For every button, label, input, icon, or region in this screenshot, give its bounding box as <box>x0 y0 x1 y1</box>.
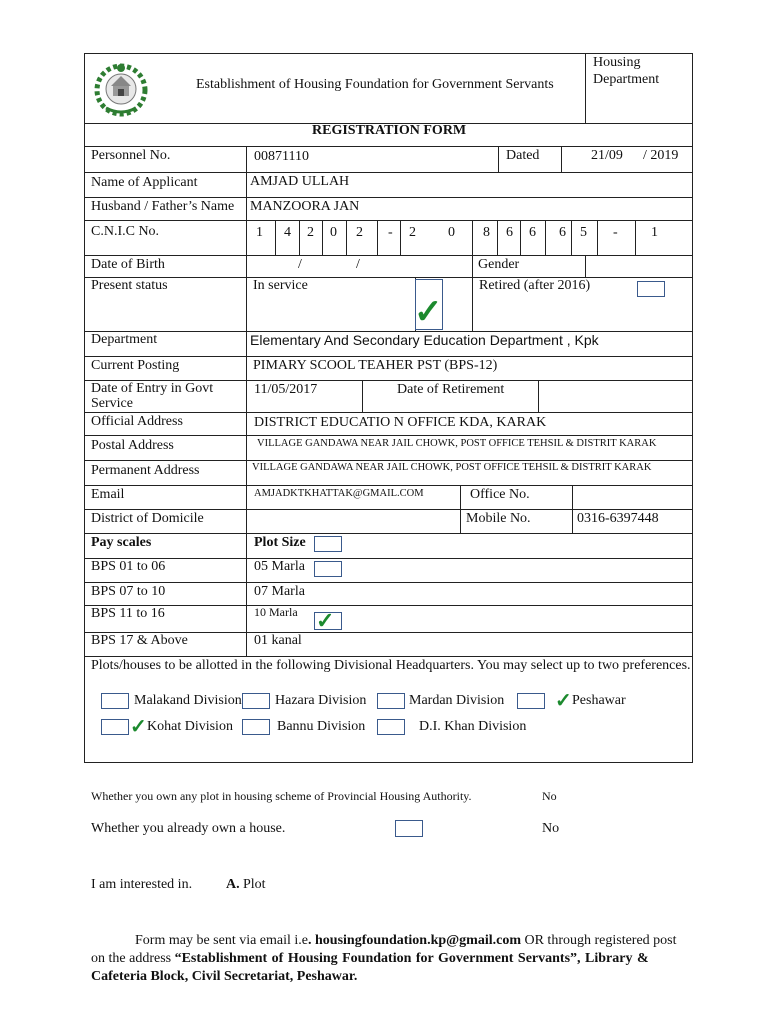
in-service-label: In service <box>253 278 308 293</box>
cnic-digit[interactable]: 1 <box>651 225 658 240</box>
bannu-checkbox[interactable] <box>242 719 270 735</box>
cnic-digit[interactable]: 2 <box>307 225 314 240</box>
label-domicile: District of Domicile <box>91 511 204 526</box>
mardan-label: Mardan Division <box>409 693 505 708</box>
label-name: Name of Applicant <box>91 175 198 190</box>
footer-text: Form may be sent via email i.e <box>135 933 309 948</box>
plot-size-option: 01 kanal <box>254 633 302 648</box>
question-house-answer[interactable]: No <box>542 821 560 836</box>
footer-line-1 <box>135 933 677 949</box>
mardan-checkbox[interactable] <box>377 693 405 709</box>
label-dated: Dated <box>506 148 540 163</box>
label-department: Department <box>91 332 158 347</box>
label-gender: Gender <box>478 257 520 272</box>
name-value[interactable]: AMJAD ULLAH <box>250 174 350 189</box>
cnic-digit[interactable]: 0 <box>330 225 337 240</box>
kohat-checkbox[interactable] <box>101 719 129 735</box>
label-current-posting: Current Posting <box>91 358 180 373</box>
dob-slash[interactable]: / <box>356 257 360 272</box>
mobile-no-value[interactable]: 0316-6397448 <box>577 511 659 526</box>
interest-value[interactable]: Plot <box>243 877 266 892</box>
form-title: REGISTRATION FORM <box>312 123 467 138</box>
pay-scale-label: BPS 07 to 10 <box>91 584 166 599</box>
label-present-status: Present status <box>91 278 168 293</box>
label-date-entry: Date of Entry in Govt Service <box>91 381 214 411</box>
retired-label: Retired (after 2016) <box>479 278 591 293</box>
current-posting-value[interactable]: PIMARY SCOOL TEAHER PST (BPS-12) <box>253 358 498 373</box>
pay-scale-label: BPS 17 & Above <box>91 633 188 648</box>
cnic-digit[interactable]: - <box>613 225 618 240</box>
label-plot-size: Plot Size <box>254 535 306 550</box>
label-mobile-no: Mobile No. <box>466 511 531 526</box>
label-permanent-address: Permanent Address <box>91 463 200 478</box>
label-father: Husband / Father’s Name <box>91 199 235 214</box>
footer-address: “Establishment of Housing Foundation for Government Servants”, Library & <box>174 951 649 966</box>
header-department: Housing Department <box>593 55 660 87</box>
plot-size-option: 10 Marla <box>254 605 298 619</box>
house-checkbox[interactable] <box>395 820 423 837</box>
pay-scale-label: BPS 11 to 16 <box>91 606 165 621</box>
hazara-label: Hazara Division <box>275 693 367 708</box>
retired-checkbox[interactable] <box>637 281 665 297</box>
check-icon: ✓ <box>414 294 443 331</box>
cnic-digit[interactable]: 0 <box>448 225 455 240</box>
footer-line-2 <box>91 951 678 967</box>
personnel-no-value[interactable]: 00871110 <box>254 149 309 164</box>
cnic-digit[interactable]: 6 <box>559 225 566 240</box>
date-entry-value[interactable]: 11/05/2017 <box>254 382 318 397</box>
plot-size-checkbox[interactable] <box>314 536 342 552</box>
plot-size-option: 07 Marla <box>254 584 305 599</box>
dikhan-label: D.I. Khan Division <box>419 719 527 734</box>
cnic-digit[interactable]: 2 <box>356 225 363 240</box>
cnic-digit[interactable]: - <box>388 225 393 240</box>
malakand-checkbox[interactable] <box>101 693 129 709</box>
plot-size-checkbox[interactable] <box>314 561 342 577</box>
footer-email-link[interactable]: . housingfoundation.kp@gmail.com <box>308 933 521 948</box>
cnic-digit[interactable]: 2 <box>409 225 416 240</box>
dikhan-checkbox[interactable] <box>377 719 405 735</box>
header-title: Establishment of Housing Foundation for Government Servants <box>196 77 554 92</box>
label-date-retirement: Date of Retirement <box>397 382 505 397</box>
email-value[interactable]: AMJADKTKHATTAK@GMAIL.COM <box>254 488 424 499</box>
peshawar-checkbox[interactable] <box>517 693 545 709</box>
kohat-label: Kohat Division <box>147 719 233 734</box>
footer-address-line: Cafeteria Block, Civil Secretariat, Peshawar. <box>91 969 358 984</box>
footer-text: OR through registered post <box>520 933 677 948</box>
label-postal-address: Postal Address <box>91 438 174 453</box>
peshawar-label: Peshawar <box>572 693 626 708</box>
dated-day-month[interactable]: 21/09 <box>591 148 623 163</box>
dated-year[interactable]: / 2019 <box>643 148 679 163</box>
cnic-digit[interactable]: 8 <box>483 225 490 240</box>
check-icon: ✓ <box>555 690 572 712</box>
pay-scale-label: BPS 01 to 06 <box>91 559 166 574</box>
check-icon: ✓ <box>316 608 335 633</box>
label-email: Email <box>91 487 125 502</box>
department-value[interactable]: Elementary And Secondary Education Department , Kpk <box>250 332 599 348</box>
postal-address-value[interactable]: VILLAGE GANDAWA NEAR JAIL CHOWK, POST OFFICE TEHSIL & DISTRIT KARAK <box>257 438 657 449</box>
label-pay-scales: Pay scales <box>91 535 152 550</box>
footer-text: on the address <box>91 951 175 966</box>
cnic-digit[interactable]: 6 <box>529 225 536 240</box>
divisions-intro: Plots/houses to be allotted in the following Divisional Headquarters. You may select up to two preferences. <box>91 658 691 673</box>
cnic-digit[interactable]: 6 <box>506 225 513 240</box>
question-plot-answer[interactable]: No <box>542 789 557 803</box>
cnic-digit[interactable]: 1 <box>256 225 263 240</box>
malakand-label: Malakand Division <box>134 693 242 708</box>
label-office-no: Office No. <box>470 487 530 502</box>
question-plot: Whether you own any plot in housing scheme of Provincial Housing Authority. <box>91 789 472 803</box>
father-value[interactable]: MANZOORA JAN <box>250 199 360 214</box>
label-dob: Date of Birth <box>91 257 165 272</box>
emblem <box>88 56 154 120</box>
label-cnic: C.N.I.C No. <box>91 224 160 239</box>
dob-slash[interactable]: / <box>298 257 302 272</box>
label-official-address: Official Address <box>91 414 183 429</box>
question-house: Whether you already own a house. <box>91 821 286 836</box>
hazara-checkbox[interactable] <box>242 693 270 709</box>
check-icon: ✓ <box>130 716 147 738</box>
plot-size-option: 05 Marla <box>254 559 305 574</box>
interest-letter: A. <box>226 877 240 892</box>
cnic-digit[interactable]: 4 <box>284 225 291 240</box>
bannu-label: Bannu Division <box>277 719 366 734</box>
cnic-digit[interactable]: 5 <box>580 225 587 240</box>
label-personnel-no: Personnel No. <box>91 148 171 163</box>
interest-label: I am interested in. <box>91 877 193 892</box>
official-address-value[interactable]: DISTRICT EDUCATIO N OFFICE KDA, KARAK <box>254 415 547 430</box>
permanent-address-value[interactable]: VILLAGE GANDAWA NEAR JAIL CHOWK, POST OFFICE TEHSIL & DISTRIT KARAK <box>252 462 652 473</box>
